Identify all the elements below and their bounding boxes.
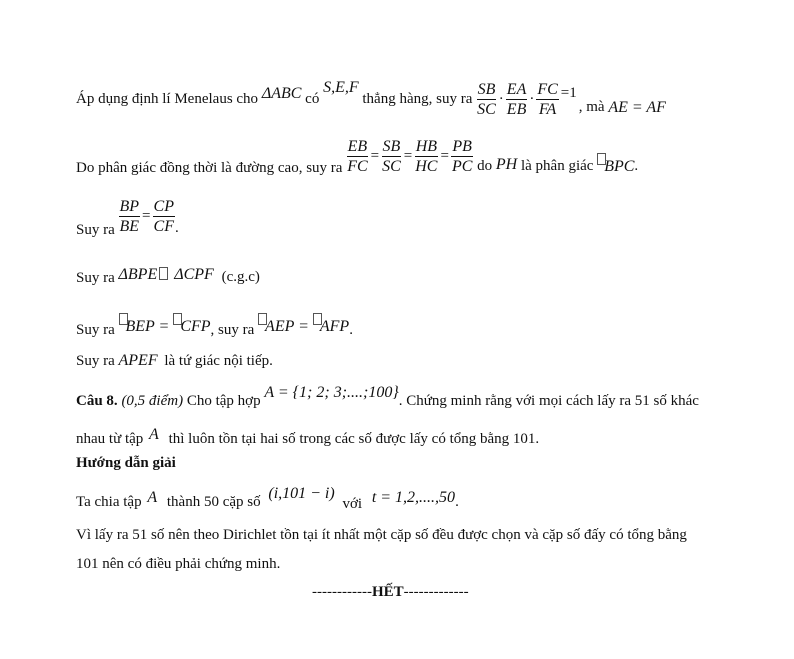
math-set-a: A = {1; 2; 3;....;100} [264, 384, 399, 401]
math-a: A [147, 489, 158, 506]
equals-one: =1 [560, 85, 577, 101]
text: có [305, 91, 320, 107]
text: Cho tập hợp [186, 393, 261, 409]
text: . [455, 494, 459, 510]
math-ph: PH [495, 155, 518, 173]
angle-equality-line [76, 313, 353, 336]
question-points: (0,5 điểm) [121, 393, 184, 409]
fraction: $\frac{HB}{HC}$ [415, 138, 438, 175]
text: Suy ra [76, 322, 115, 338]
fraction: $\frac{PB}{PC}$ [451, 138, 473, 175]
solution-line-3: 101 nên có điều phải chứng minh. [76, 556, 281, 572]
math-a: A [149, 426, 159, 443]
math-range: t = 1,2,....,50 [371, 489, 456, 506]
text: . Chứng minh rằng với mọi cách lấy ra 51 số khác [398, 393, 699, 409]
text: nhau từ tập [76, 431, 144, 447]
bisector-line: Do phân giác đồng thời là đường cao, suy ra $\frac{EB}{FC}$ = $\frac{SB}{SC}$ = $\frac{HB}{HC}$ = $\frac{PB}{PC}$ do PH là phân giác BPC. [76, 138, 639, 176]
angle-aep: AEP = [258, 319, 313, 335]
solution-line-1 [76, 485, 459, 512]
question-number: Câu 8. [76, 393, 118, 409]
end-marker: ------------HẾT------------- [312, 584, 469, 600]
math-apef: APEF [118, 352, 158, 369]
math-pair: (i,101 − i) [268, 485, 335, 502]
solution-heading: Hướng dẫn giải [76, 455, 176, 471]
text: Suy ra [76, 270, 115, 286]
math-triangle-abc: ΔABC [261, 84, 302, 102]
ratio-line: Suy ra $\frac{BP}{BE}$ = $\frac{CP}{CF}$ . [76, 198, 179, 238]
text: thì luôn tồn tại hai số trong các số được lấy có tổng bằng 101. [168, 431, 540, 447]
text: , mà [578, 99, 605, 115]
text: là tứ giác nội tiếp. [164, 353, 273, 369]
text: Suy ra [76, 353, 115, 369]
math-points: S,E,F [323, 78, 359, 96]
fraction: $\frac{EB}{FC}$ [347, 138, 368, 175]
fraction: $\frac{BP}{BE}$ [119, 198, 140, 235]
fraction: $\frac{CP}{CF}$ [153, 198, 174, 235]
text: thành 50 cặp số [166, 494, 261, 510]
text: với [342, 496, 363, 512]
congruence-line [76, 266, 260, 284]
text: Áp dụng định lí Menelaus cho [76, 91, 259, 107]
conclusion-line [76, 352, 273, 370]
text: Suy ra [76, 222, 115, 238]
text: Ta chia tập [76, 494, 142, 510]
fraction: $\frac{FC}{FA}$ [537, 81, 558, 118]
text: , suy ra [210, 322, 255, 338]
math-cpf: ΔCPF [174, 266, 214, 283]
angle-bep: BEP = [119, 319, 174, 335]
text: . [349, 322, 353, 338]
fraction: $\frac{SB}{SC}$ [382, 138, 401, 175]
text: . [634, 158, 639, 174]
angle-bpc: BPC [597, 159, 634, 175]
math-ae-af: AE = AF [608, 98, 666, 116]
text: Do phân giác đồng thời là đường cao, suy ra [76, 160, 343, 176]
fraction: $\frac{SB}{SC}$ [477, 81, 496, 118]
math-bpe: ΔBPE [118, 266, 158, 283]
congruent-symbol [159, 267, 168, 280]
text: do [477, 158, 493, 174]
menelaus-line: Áp dụng định lí Menelaus cho ΔABC có S,E,F thẳng hàng, suy ra $\frac{SB}{SC}$ · $\frac{EA}{EB}$ · $\frac{FC}{FA}$ =1, mà AE = AF [76, 78, 666, 118]
angle-afp: AFP [313, 319, 349, 335]
solution-line-2: Vì lấy ra 51 số nên theo Dirichlet tồn tại ít nhất một cặp số đều được chọn và cặp số đấy có tổng bằng [76, 527, 687, 543]
text: . [174, 220, 179, 236]
fraction: $\frac{EA}{EB}$ [506, 81, 527, 118]
angle-cfp: CFP [173, 319, 210, 335]
text: (c.g.c) [221, 269, 260, 285]
question-8-line-2 [76, 426, 540, 447]
text: là phân giác [520, 158, 594, 174]
question-8-line [76, 384, 699, 409]
text: thẳng hàng, suy ra [362, 91, 473, 107]
